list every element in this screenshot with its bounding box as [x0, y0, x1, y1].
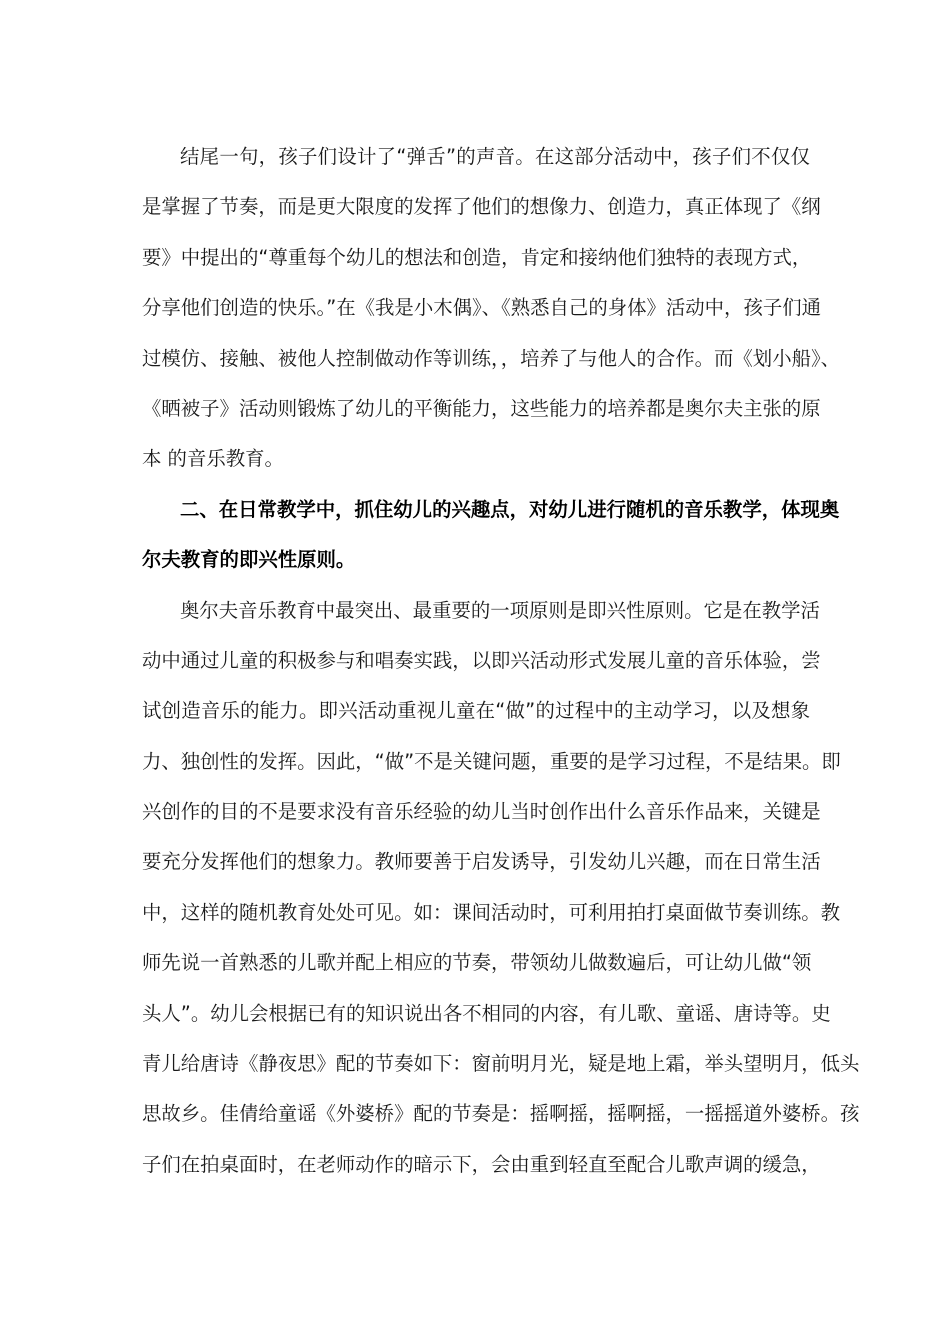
text-line: 结尾一句，孩子们设计了“弹舌”的声音。在这部分活动中，孩子们不仅仅: [180, 145, 810, 168]
text-line: 奥尔夫音乐教育中最突出、最重要的一项原则是即兴性原则。它是在教学活: [180, 598, 820, 622]
text-line: 要》中提出的“尊重每个幼儿的想法和创造，肯定和接纳他们独特的表现方式，: [142, 245, 812, 269]
text-line: 子们在拍桌面时，在老师动作的暗示下，会由重到轻直至配合儿歌声调的缓急，: [142, 1152, 821, 1176]
text-line: 兴创作的目的不是要求没有音乐经验的幼儿当时创作出什么音乐作品来，关键是: [142, 800, 821, 824]
text-line: 分享他们创造的快乐。”在《我是小木偶》、《熟悉自己的身体》活动中，孩子们通: [142, 296, 822, 320]
paragraph: [142, 586, 860, 1191]
text-line: 本 的音乐教育。: [142, 447, 284, 471]
text-line: 青儿给唐诗《静夜思》配的节奏如下：窗前明月光，疑是地上霜，举头望明月，低头: [142, 1052, 860, 1076]
text-line: 要充分发挥他们的想象力。教师要善于启发诱导，引发幼儿兴趣，而在日常生活: [142, 850, 821, 874]
text-line: 头人”。幼儿会根据已有的知识说出各不相同的内容，有儿歌、童谣、唐诗等。史: [142, 1001, 831, 1025]
text-line: 中，这样的随机教育处处可见。如：课间活动时，可利用拍打桌面做节奏训练。教: [142, 900, 841, 924]
text-line: 《晒被子》活动则锻炼了幼儿的平衡能力，这些能力的培养都是奥尔夫主张的原: [142, 396, 821, 420]
document-body: [142, 132, 860, 1190]
text-line: 是掌握了节奏，而是更大限度的发挥了他们的想像力、创造力，真正体现了《纲: [142, 195, 821, 219]
heading-line: 二、在日常教学中，抓住幼儿的兴趣点，对幼儿进行随机的音乐教学，体现奥: [180, 497, 840, 521]
text-line: 思故乡。佳倩给童谣《外婆桥》配的节奏是：摇啊摇，摇啊摇，一摇摇道外婆桥。孩: [142, 1102, 860, 1126]
text-line: 试创造音乐的能力。即兴活动重视儿童在“做”的过程中的主动学习，以及想象: [142, 699, 810, 723]
section-heading: [142, 485, 840, 586]
heading-line: 尔夫教育的即兴性原则。: [142, 548, 356, 572]
text-line: 过模仿、接触、被他人控制做动作等训练，，培养了与他人的合作。而《划小船》、: [142, 346, 841, 370]
text-line: 动中通过儿童的积极参与和唱奏实践，以即兴活动形式发展儿童的音乐体验，尝: [142, 648, 821, 672]
text-line: 力、独创性的发挥。因此，“做”不是关键问题，重要的是学习过程，不是结果。即: [142, 749, 841, 773]
paragraph: [142, 132, 841, 485]
text-line: 师先说一首熟悉的儿歌并配上相应的节奏，带领幼儿做数遍后，可让幼儿做“领: [142, 951, 812, 975]
